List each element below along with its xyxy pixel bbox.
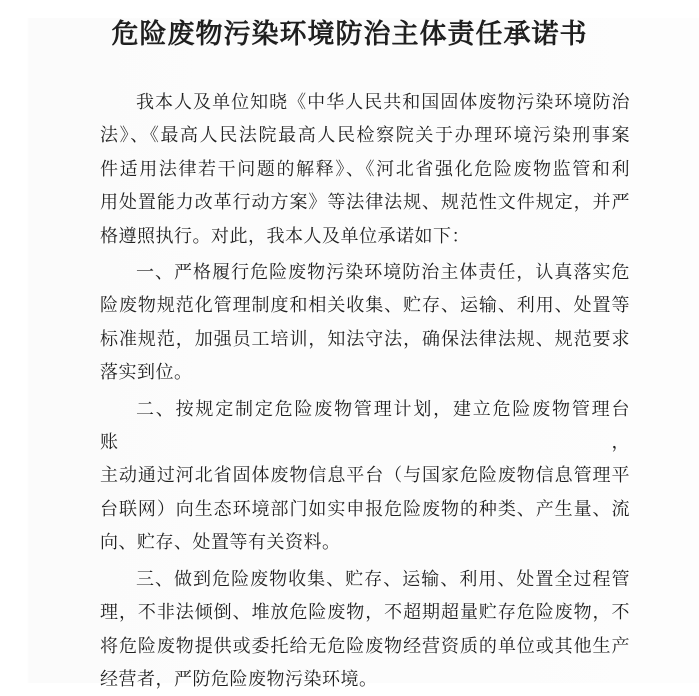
text-line: 经营者，严防危险废物污染环境。	[100, 668, 378, 689]
text-line: 二、按规定制定危险废物管理计划，建立危险废物管理台账，	[100, 398, 630, 453]
paragraph	[100, 563, 630, 696]
text-line: 标准规范，加强员工培训，知法守法，确保法律法规、规范要求	[100, 328, 630, 349]
paragraph	[100, 393, 630, 560]
text-line: 用处置能力改革行动方案》等法律法规、规范性文件规定，并严	[100, 192, 630, 213]
paragraph	[100, 256, 630, 390]
paragraph	[100, 86, 630, 253]
text-line: 理，不非法倾倒、堆放危险废物，不超期超量贮存危险废物，不	[100, 602, 630, 623]
text-line: 三、做到危险废物收集、贮存、运输、利用、处置全过程管	[136, 568, 630, 589]
text-line: 法》、《最高人民法院最高人民检察院关于办理环境污染刑事案	[100, 125, 630, 146]
document-body	[100, 86, 630, 696]
text-line: 件适用法律若干问题的解释》、《河北省强化危险废物监管和利	[100, 158, 630, 179]
text-line: 向、贮存、处置等有关资料。	[100, 532, 341, 553]
text-line: 落实到位。	[100, 362, 193, 383]
text-line: 台联网）向生态环境部门如实申报危险废物的种类、产生量、流	[100, 498, 630, 519]
document-title: 危险废物污染环境防治主体责任承诺书	[111, 19, 588, 49]
text-line: 我本人及单位知晓《中华人民共和国固体废物污染环境防治	[136, 92, 630, 112]
text-line: 主动通过河北省固体废物信息平台（与国家危险废物信息管理平	[100, 465, 630, 486]
text-line: 一、严格履行危险废物污染环境防治主体责任，认真落实危	[136, 262, 630, 283]
text-line: 格遵照执行。对此，我本人及单位承诺如下：	[100, 225, 470, 246]
text-line: 将危险废物提供或委托给无危险废物经营资质的单位或其他生产	[100, 635, 630, 656]
scanned-document-page	[0, 18, 699, 689]
text-line: 险废物规范化管理制度和相关收集、贮存、运输、利用、处置等	[100, 295, 630, 316]
